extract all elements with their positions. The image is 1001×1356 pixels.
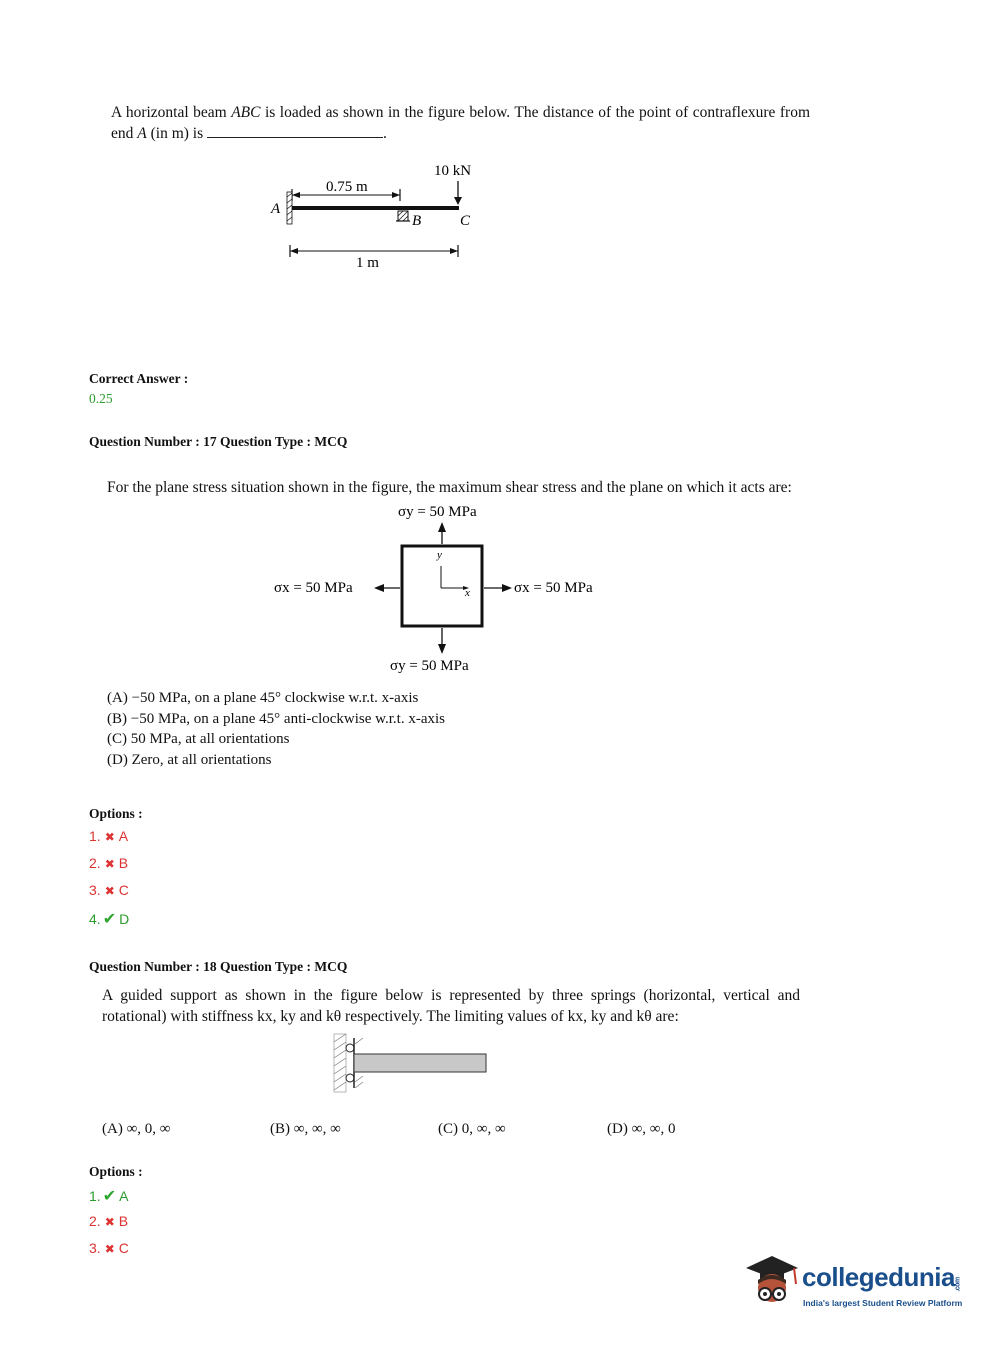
stress-element-figure xyxy=(270,498,620,678)
q17-choice: (C) 50 MPa, at all orientations xyxy=(107,731,290,747)
load-label: 10 kN xyxy=(434,163,472,179)
q18-question-text: A guided support as shown in the figure below is represented by three springs (horizontal, vertical and rotational) with stiffness kx, ky and kθ respectively. The limiting values of kx, ky and kθ are: xyxy=(102,987,800,1025)
sigma-y-top-label: σy = 50 MPa xyxy=(398,504,477,520)
sigma-x-right-label: σx = 50 MPa xyxy=(514,580,593,596)
brand-tagline: India's largest Student Review Platform xyxy=(803,1298,963,1308)
brand-suffix: .com xyxy=(954,1277,962,1292)
check-icon: ✔ xyxy=(102,1188,117,1205)
span-label-top: 0.75 m xyxy=(326,179,368,195)
axis-y-label: y xyxy=(437,549,442,561)
q17-option-4[interactable]: 4. ✔ D xyxy=(89,911,130,928)
sigma-x-left-label: σx = 50 MPa xyxy=(274,580,353,596)
cross-icon: ✖ xyxy=(104,857,115,871)
stress-element-square xyxy=(402,546,482,626)
q17-choice: (A) −50 MPa, on a plane 45° clockwise w.r.t. x-axis xyxy=(107,690,419,706)
brand-name: collegedunia.com xyxy=(802,1262,962,1292)
span-label-bottom: 1 m xyxy=(356,255,379,271)
q18-option-1[interactable]: 1. ✔ A xyxy=(89,1188,129,1205)
cross-icon: ✖ xyxy=(104,830,115,844)
q17-option-1[interactable]: 1. ✖ A xyxy=(89,828,129,844)
answer-blank xyxy=(207,123,383,138)
q17-options-label: Options : xyxy=(89,806,143,821)
label-a: A xyxy=(271,201,281,217)
q18-choice-d: (D) ∞, ∞, 0 xyxy=(607,1121,676,1137)
q18-choice-b: (B) ∞, ∞, ∞ xyxy=(270,1121,341,1137)
q17-choice: (D) Zero, at all orientations xyxy=(107,751,272,768)
q17-choice: (B) −50 MPa, on a plane 45° anti-clockwise w.r.t. x-axis xyxy=(107,710,445,727)
q18-options-label: Options : xyxy=(89,1164,143,1179)
guided-support-figure xyxy=(330,1032,495,1094)
q18-choice-c: (C) 0, ∞, ∞ xyxy=(438,1121,506,1137)
q18-choice-a: (A) ∞, 0, ∞ xyxy=(102,1121,171,1137)
sigma-y-bottom-label: σy = 50 MPa xyxy=(390,658,469,674)
beam-figure xyxy=(260,155,500,275)
label-b: B xyxy=(412,213,422,229)
q17-option-2[interactable]: 2. ✖ B xyxy=(89,855,129,871)
brand-logo[interactable] xyxy=(742,1250,972,1320)
q17-question-text: For the plane stress situation shown in the figure, the maximum shear stress and the plane on which it acts are: xyxy=(107,479,792,496)
q16-question-text: A horizontal beam ABC is loaded as shown in the figure below. The distance of the point of contraflexure from end A (in m) is . xyxy=(111,104,810,142)
q18-option-3[interactable]: 3. ✖ C xyxy=(89,1240,129,1256)
q18-option-2[interactable]: 2. ✖ B xyxy=(89,1213,129,1229)
correct-answer-value: 0.25 xyxy=(89,391,113,406)
correct-answer-label: Correct Answer : xyxy=(89,371,189,386)
cross-icon: ✖ xyxy=(104,884,115,898)
q18-header: Question Number : 18 Question Type : MCQ xyxy=(89,959,348,974)
axis-x-label: x xyxy=(465,587,470,599)
q17-option-3[interactable]: 3. ✖ C xyxy=(89,882,129,898)
mascot-icon xyxy=(742,1250,802,1316)
check-icon: ✔ xyxy=(102,911,117,928)
q17-choices xyxy=(107,688,445,770)
label-c: C xyxy=(460,213,471,229)
cross-icon: ✖ xyxy=(104,1215,115,1229)
q17-header: Question Number : 17 Question Type : MCQ xyxy=(89,434,348,449)
cross-icon: ✖ xyxy=(104,1242,115,1256)
